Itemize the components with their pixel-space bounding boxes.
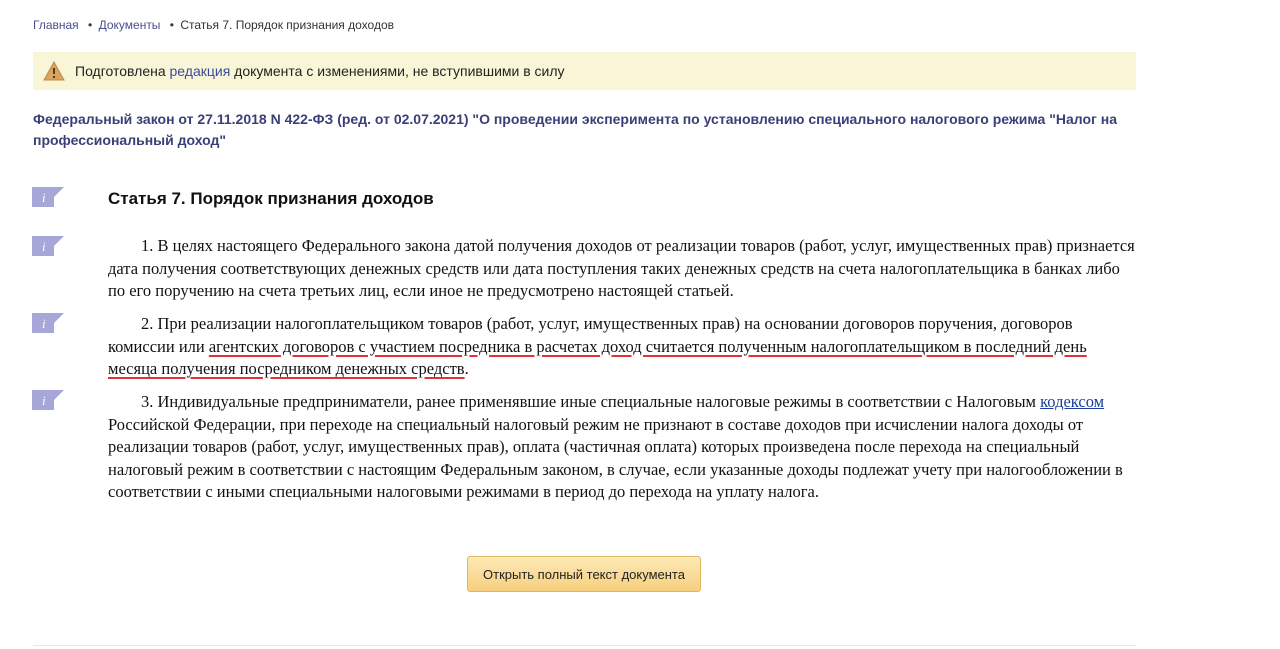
notice-text-before: Подготовлена — [75, 63, 170, 79]
article-paragraph-2 — [108, 313, 1138, 381]
breadcrumb-home-link[interactable]: Главная — [33, 18, 79, 32]
highlighted-text: агентских договоров с участием посредника в расчетах доход считается полученным налогоплательщиком в последний день месяца получения посредником денежных средств — [108, 336, 1087, 378]
divider — [33, 645, 1136, 646]
article-title: Статья 7. Порядок признания доходов — [108, 189, 434, 208]
svg-text:i: i — [42, 239, 46, 254]
breadcrumb-separator: • — [169, 18, 174, 32]
paragraph-2-end: . — [464, 359, 469, 378]
paragraph-3-rest: Российской Федерации, при переходе на специальный налоговый режим не признают в составе доходов при исчислении налога доходы от реализации товаров (работ, услуг, имущественных прав), оплата (частичная оплата) которых произведена после перехода на специальный налоговый режим в соответствии с настоящим Федеральным законом, в случае, если указанные доходы подлежат учету при налогообложении в соответствии с иными специальными налоговыми режимами в период до перехода на уплату налога. — [108, 414, 1123, 501]
warning-icon — [43, 61, 65, 81]
breadcrumb-current: Статья 7. Порядок признания доходов — [180, 18, 394, 32]
document-title: Федеральный закон от 27.11.2018 N 422-ФЗ (ред. от 02.07.2021) "О проведении эксперимента по установлению специального налогового режима "Налог на профессиональный доход" — [33, 111, 1117, 148]
edition-notice-banner — [33, 52, 1136, 90]
breadcrumb — [33, 18, 394, 32]
svg-text:i: i — [42, 316, 46, 331]
article-paragraph-3 — [108, 391, 1138, 504]
svg-text:i: i — [42, 393, 46, 408]
notice-text-after: документа с изменениями, не вступившими в силу — [230, 63, 565, 79]
svg-text:i: i — [42, 190, 46, 205]
info-icon[interactable] — [32, 187, 64, 207]
tax-code-link[interactable]: кодексом — [1040, 392, 1105, 411]
paragraph-2-text: 2. При реализации налогоплательщиком товаров (работ, услуг, имущественных прав) на основании договоров поручения, договоров комиссии или — [108, 314, 1073, 356]
info-icon[interactable] — [32, 390, 64, 410]
open-full-text-button[interactable]: Открыть полный текст документа — [467, 556, 701, 592]
paragraph-3-text: 3. Индивидуальные предприниматели, ранее применявшие иные специальные налоговые режимы в соответствии с Налоговым — [141, 392, 1041, 411]
info-icon[interactable] — [32, 313, 64, 333]
article-paragraph-1: 1. В целях настоящего Федерального закона датой получения доходов от реализации товаров (работ, услуг, имущественных прав) признается дата получения соответствующих денежных средств или дата поступления таких денежных средств на счета налогоплательщика в банках либо по его поручению на счета третьих лиц, если иное не предусмотрено настоящей статьей. — [108, 236, 1135, 300]
edition-link[interactable]: редакция — [169, 63, 231, 79]
info-icon[interactable] — [32, 236, 64, 256]
breadcrumb-separator: • — [88, 18, 93, 32]
breadcrumb-documents-link[interactable]: Документы — [98, 18, 161, 32]
